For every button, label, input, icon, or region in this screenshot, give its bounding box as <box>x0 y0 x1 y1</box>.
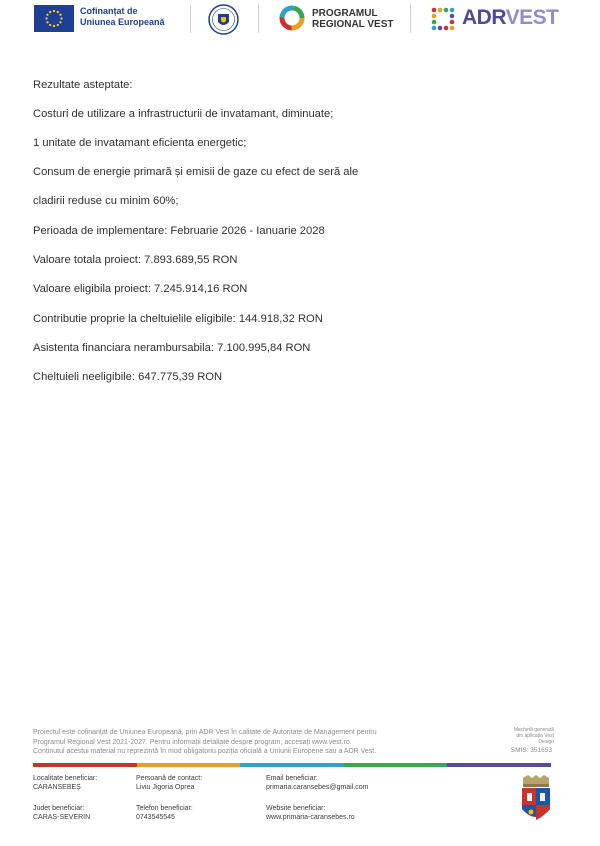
implementation-period: Perioada de implementare: Februarie 2026 - Ianuarie 2028 <box>33 225 325 237</box>
color-segment <box>344 763 448 767</box>
result-line: cladirii reduse cu minim 60%; <box>33 195 179 207</box>
result-line: Costuri de utilizare a infrastructurii de invatamant, diminuate; <box>33 108 334 120</box>
header-logos <box>0 0 600 40</box>
adr-vest-dots-icon <box>428 4 458 34</box>
result-line: 1 unitate de invatamant eficienta energetic; <box>33 137 247 149</box>
beneficiary-email: Email beneficiar: primaria.caransebes@gmail.com <box>266 775 369 791</box>
generated-note: Machetă generată din aplicația Vest Design <box>513 727 554 745</box>
contact-person: Persoană de contact: Liviu Jigoria Oprea <box>136 775 203 791</box>
beneficiary-county: Judet beneficiar: CARAȘ-SEVERIN <box>33 805 91 821</box>
result-line: Consum de energie primară și emisii de gaze cu efect de seră ale <box>33 166 359 178</box>
eu-cofinanced-label: Cofinanțat de Uniunea Europeană <box>80 6 165 27</box>
beneficiary-website: Website beneficiar: www.primaria-caransebes.ro <box>266 805 355 821</box>
non-refundable-assistance: Asistenta financiara nerambursabila: 7.100.995,84 RON <box>33 342 311 354</box>
beneficiary-locality: Localitate beneficiar: CARANSEBEȘ <box>33 775 98 791</box>
color-segment <box>33 763 137 767</box>
expected-results-heading: Rezultate asteptate: <box>33 79 133 91</box>
ineligible-expenses: Cheltuieli neeligibile: 647.775,39 RON <box>33 371 223 383</box>
eu-flag-icon <box>34 5 74 32</box>
color-segment <box>137 763 241 767</box>
own-contribution: Contributie proprie la cheltuielile eligibile: 144.918,32 RON <box>33 313 323 325</box>
programul-regional-vest-label: PROGRAMUL REGIONAL VEST <box>312 8 394 30</box>
header-divider <box>410 5 411 33</box>
eligible-value: Valoare eligibila proiect: 7.245.914,16 RON <box>33 283 248 295</box>
total-value: Valoare totala proiect: 7.893.689,55 RON <box>33 254 238 266</box>
smis-code: SMIS: 351653 <box>510 747 552 754</box>
header-divider <box>258 5 259 33</box>
adr-vest-label: ADRVEST <box>462 6 559 29</box>
color-segment <box>447 763 551 767</box>
color-segment <box>240 763 344 767</box>
romania-government-crest-icon <box>208 4 239 35</box>
programul-regional-vest-logo-icon <box>278 4 306 32</box>
footer-color-bar <box>33 763 551 767</box>
caransebes-coat-of-arms-icon <box>520 775 552 825</box>
header-divider <box>190 5 191 33</box>
beneficiary-phone: Telefon beneficiar: 0743545545 <box>136 805 193 821</box>
footer-disclaimer: Proiectul este cofinanțat de Uniunea Europeană, prin ADR Vest în calitate de Autoritate de Management pentru Programul Regional Vest 2021-2027. Pentru informații detaliate despre program, accesați www.vest.ro. Conținutul acestui material nu reprezintă în mod obligatoriu poziția oficială a Uniunii Europene sau a ADR Vest. <box>33 729 377 755</box>
